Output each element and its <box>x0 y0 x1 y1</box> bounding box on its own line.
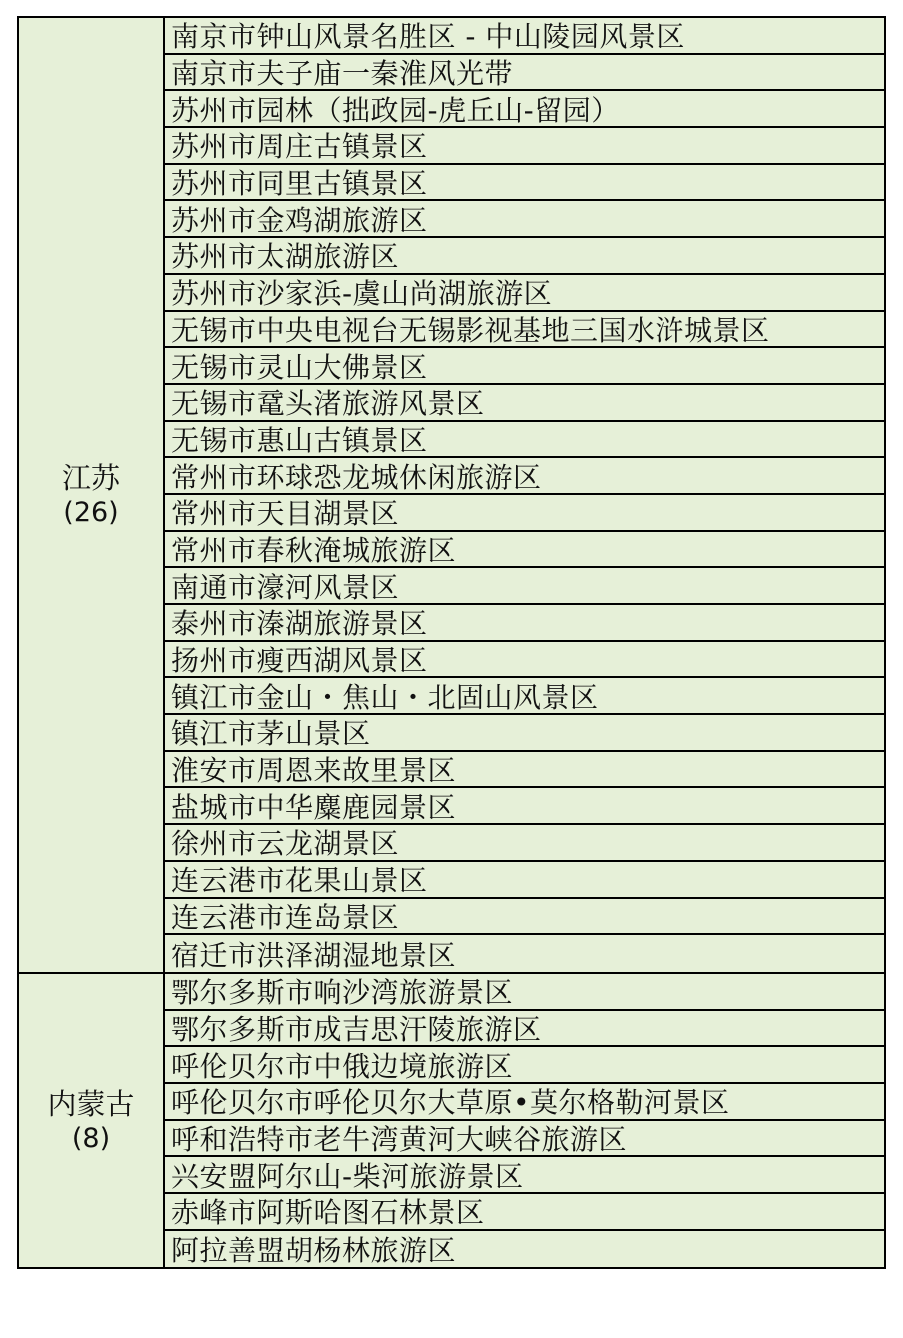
scenic-area-row: 无锡市惠山古镇景区 <box>165 422 884 459</box>
scenic-area-row: 赤峰市阿斯哈图石林景区 <box>165 1194 884 1231</box>
province-group-neimenggu <box>17 974 886 1270</box>
province-count: (26) <box>63 496 119 528</box>
scenic-area-row: 苏州市太湖旅游区 <box>165 238 884 275</box>
scenic-list <box>165 18 884 972</box>
scenic-area-row: 扬州市瘦西湖风景区 <box>165 642 884 679</box>
scenic-area-row: 常州市春秋淹城旅游区 <box>165 532 884 569</box>
province-name: 江苏 <box>61 460 120 495</box>
scenic-area-row: 南通市濠河风景区 <box>165 568 884 605</box>
scenic-area-row: 苏州市园林（拙政园-虎丘山-留园） <box>165 91 884 128</box>
scenic-area-table <box>17 16 886 1269</box>
scenic-area-row: 南京市夫子庙一秦淮风光带 <box>165 55 884 92</box>
scenic-area-row: 呼和浩特市老牛湾黄河大峡谷旅游区 <box>165 1121 884 1158</box>
scenic-area-row: 常州市环球恐龙城休闲旅游区 <box>165 458 884 495</box>
scenic-area-row: 南京市钟山风景名胜区 - 中山陵园风景区 <box>165 18 884 55</box>
scenic-area-row: 鄂尔多斯市响沙湾旅游景区 <box>165 974 884 1011</box>
scenic-area-row: 苏州市同里古镇景区 <box>165 165 884 202</box>
scenic-area-row: 盐城市中华麋鹿园景区 <box>165 788 884 825</box>
scenic-area-row: 泰州市溱湖旅游景区 <box>165 605 884 642</box>
province-group-jiangsu <box>17 16 886 974</box>
scenic-area-row: 连云港市花果山景区 <box>165 862 884 899</box>
scenic-area-row: 鄂尔多斯市成吉思汗陵旅游区 <box>165 1011 884 1048</box>
scenic-area-row: 呼伦贝尔市呼伦贝尔大草原•莫尔格勒河景区 <box>165 1084 884 1121</box>
province-cell <box>19 18 165 972</box>
scenic-area-row: 淮安市周恩来故里景区 <box>165 752 884 789</box>
scenic-area-row: 苏州市金鸡湖旅游区 <box>165 201 884 238</box>
scenic-area-row: 苏州市沙家浜-虞山尚湖旅游区 <box>165 275 884 312</box>
scenic-area-row: 呼伦贝尔市中俄边境旅游区 <box>165 1047 884 1084</box>
scenic-area-row: 宿迁市洪泽湖湿地景区 <box>171 938 457 972</box>
scenic-area-row: 无锡市中央电视台无锡影视基地三国水浒城景区 <box>165 312 884 349</box>
scenic-area-row: 镇江市金山・焦山・北固山风景区 <box>165 678 884 715</box>
scenic-area-row: 苏州市周庄古镇景区 <box>165 128 884 165</box>
scenic-area-row: 连云港市连岛景区 <box>165 899 884 936</box>
province-name: 内蒙古 <box>47 1086 135 1121</box>
scenic-area-row: 常州市天目湖景区 <box>165 495 884 532</box>
scenic-area-row: 镇江市茅山景区 <box>165 715 884 752</box>
scenic-area-row: 无锡市灵山大佛景区 <box>165 348 884 385</box>
scenic-list <box>165 974 884 1268</box>
province-cell <box>19 974 165 1268</box>
scenic-area-row: 徐州市云龙湖景区 <box>165 825 884 862</box>
scenic-area-row: 阿拉善盟胡杨林旅游区 <box>171 1234 457 1268</box>
province-count: (8) <box>71 1122 111 1154</box>
scenic-area-row: 兴安盟阿尔山-柴河旅游景区 <box>165 1157 884 1194</box>
scenic-area-row: 无锡市鼋头渚旅游风景区 <box>165 385 884 422</box>
